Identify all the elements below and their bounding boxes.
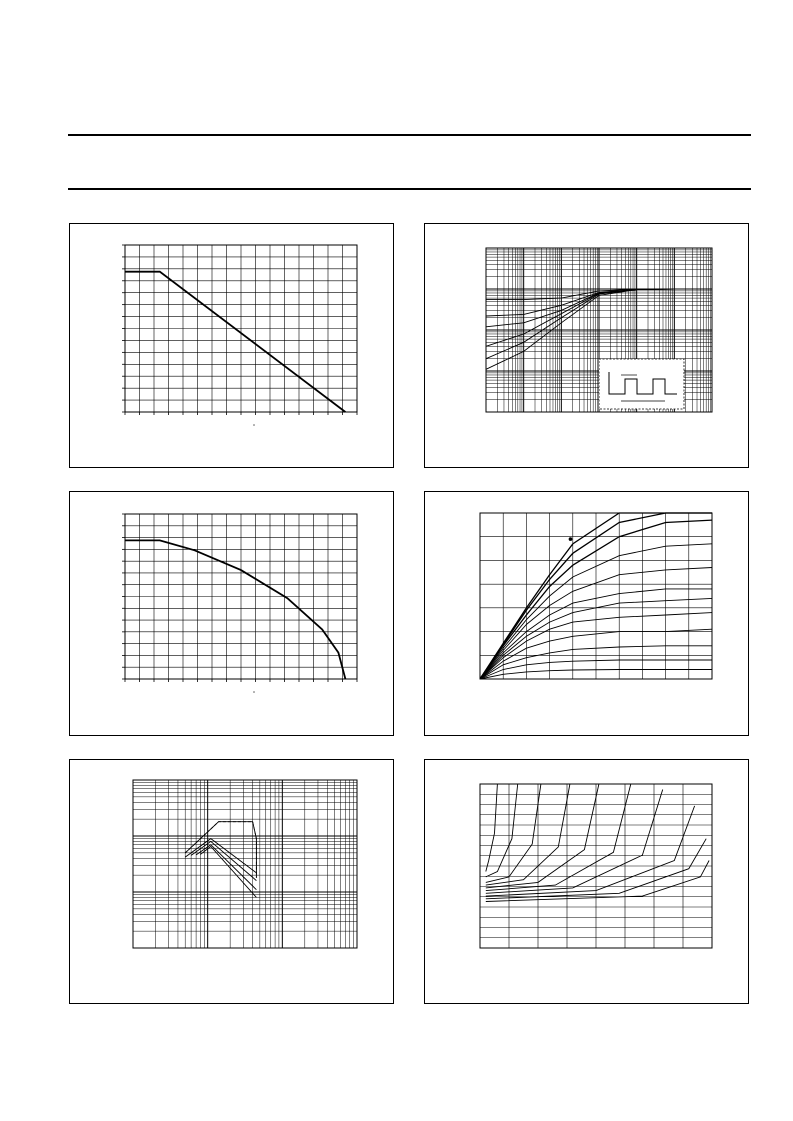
series-line-5 (486, 784, 599, 888)
chart-5 (70, 760, 395, 1005)
grid (125, 245, 357, 412)
header-top-rule (68, 134, 751, 136)
chart-panel-4 (424, 491, 749, 736)
header-bottom-rule (68, 188, 751, 190)
chart-6 (425, 760, 750, 1005)
series-line-1 (486, 289, 674, 369)
inset-frame (599, 359, 684, 409)
series-line-6 (486, 784, 631, 891)
axis-label-mark: ° (253, 691, 255, 697)
series-line-7 (486, 790, 663, 894)
chart-panel-2 (424, 223, 749, 468)
series-line-1 (486, 784, 498, 872)
series-line-5 (196, 845, 256, 890)
chart-4 (425, 492, 750, 737)
chart-panel-1 (69, 223, 394, 468)
chart-3 (70, 492, 395, 737)
inset-waveform (599, 359, 684, 409)
chart-1 (70, 224, 395, 469)
series-line-2 (486, 784, 518, 877)
series-line-6 (200, 847, 256, 898)
chart-panel-5 (69, 759, 394, 1004)
grid (125, 514, 357, 679)
series-line-10 (486, 861, 709, 902)
chart-panel-3 (69, 491, 394, 736)
series-line-8 (486, 806, 695, 896)
chart-panel-6 (424, 759, 749, 1004)
axis-label-mark: ° (253, 424, 255, 430)
chart-2 (425, 224, 750, 469)
marker-dot (569, 537, 573, 541)
